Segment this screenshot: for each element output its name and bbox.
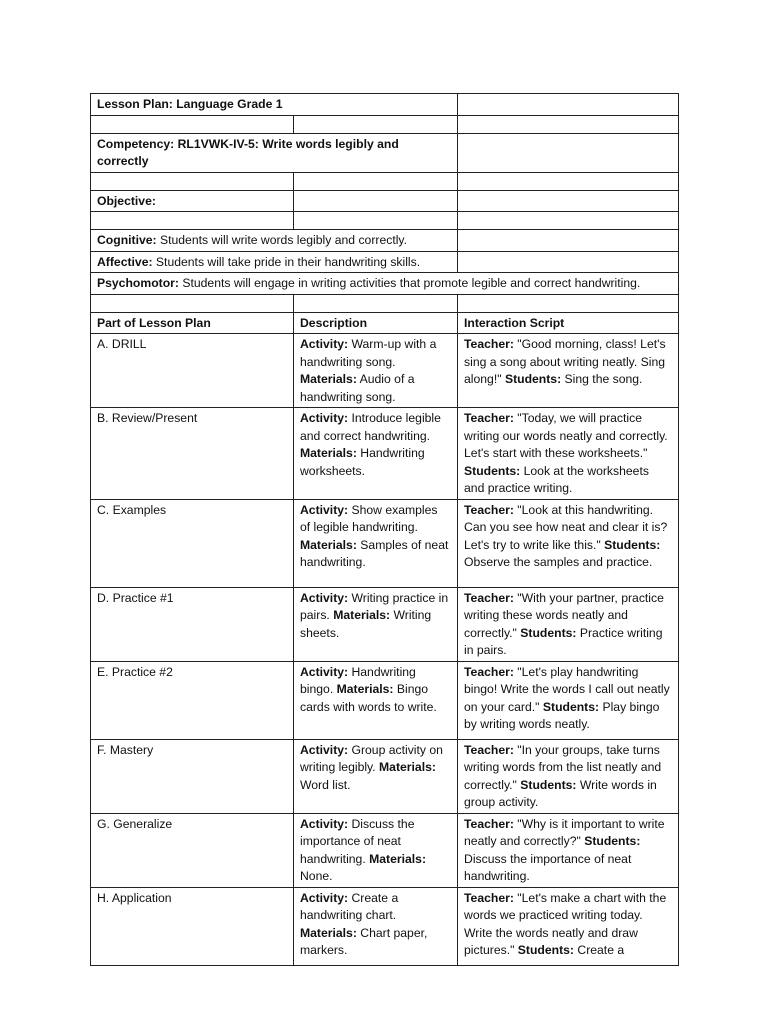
lesson-title: Lesson Plan: Language Grade 1 <box>91 94 458 116</box>
description-cell: Activity: Warm-up with a handwriting song. Materials: Audio of a handwriting song. <box>294 334 458 408</box>
table-header-row <box>91 312 679 334</box>
lesson-part: G. Generalize <box>91 813 294 887</box>
empty-cell <box>458 94 679 116</box>
interaction-script-cell: Teacher: "Let's play handwriting bingo! Write the words I call out neatly on your card." Students: Play bingo by writing words neatly. <box>458 661 679 739</box>
lesson-plan-table <box>90 93 679 966</box>
objective-affective-row <box>91 251 679 273</box>
objective-cognitive: Cognitive: Students will write words legibly and correctly. <box>91 230 458 252</box>
description-cell: Activity: Show examples of legible handwriting. Materials: Samples of neat handwriting. <box>294 499 458 587</box>
title-row <box>91 94 679 116</box>
description-cell: Activity: Create a handwriting chart. Materials: Chart paper, markers. <box>294 887 458 965</box>
lesson-part: D. Practice #1 <box>91 587 294 661</box>
table-row <box>91 408 679 500</box>
empty-cell <box>458 133 679 172</box>
interaction-script-cell: Teacher: "Look at this handwriting. Can you see how neat and clear it is? Let's try to write like this." Students: Observe the samples and practice. <box>458 499 679 587</box>
lesson-part: A. DRILL <box>91 334 294 408</box>
lesson-part: H. Application <box>91 887 294 965</box>
table-row <box>91 887 679 965</box>
blank-row <box>91 115 679 133</box>
interaction-script-cell: Teacher: "Why is it important to write neatly and correctly?" Students: Discuss the importance of neat handwriting. <box>458 813 679 887</box>
interaction-script-cell: Teacher: "Today, we will practice writing our words neatly and correctly. Let's start with these worksheets." Students: Look at the worksheets and practice writing. <box>458 408 679 500</box>
lesson-part: B. Review/Present <box>91 408 294 500</box>
table-row <box>91 334 679 408</box>
competency-row <box>91 133 679 172</box>
objective-cognitive-row <box>91 230 679 252</box>
column-header: Description <box>294 312 458 334</box>
table-row <box>91 587 679 661</box>
lesson-part: F. Mastery <box>91 739 294 813</box>
column-header: Part of Lesson Plan <box>91 312 294 334</box>
blank-row <box>91 294 679 312</box>
blank-row <box>91 172 679 190</box>
objective-psychomotor-row <box>91 273 679 295</box>
objective-psychomotor: Psychomotor: Students will engage in writing activities that promote legible and correct handwriting. <box>91 273 679 295</box>
competency: Competency: RL1VWK-IV-5: Write words legibly and correctly <box>91 133 458 172</box>
description-cell: Activity: Writing practice in pairs. Materials: Writing sheets. <box>294 587 458 661</box>
lesson-part: E. Practice #2 <box>91 661 294 739</box>
description-cell: Activity: Discuss the importance of neat handwriting. Materials: None. <box>294 813 458 887</box>
interaction-script-cell: Teacher: "Let's make a chart with the words we practiced writing today. Write the words neatly and draw pictures." Students: Create a <box>458 887 679 965</box>
interaction-script-cell: Teacher: "Good morning, class! Let's sing a song about writing neatly. Sing along!" Students: Sing the song. <box>458 334 679 408</box>
interaction-script-cell: Teacher: "In your groups, take turns writing words from the list neatly and correctly." Students: Write words in group activity. <box>458 739 679 813</box>
column-header: Interaction Script <box>458 312 679 334</box>
lesson-part: C. Examples <box>91 499 294 587</box>
objective-heading: Objective: <box>91 190 294 212</box>
objective-row <box>91 190 679 212</box>
interaction-script-cell: Teacher: "With your partner, practice writing these words neatly and correctly." Students: Practice writing in pairs. <box>458 587 679 661</box>
table-row <box>91 739 679 813</box>
table-row <box>91 499 679 587</box>
description-cell: Activity: Introduce legible and correct handwriting. Materials: Handwriting worksheets. <box>294 408 458 500</box>
description-cell: Activity: Handwriting bingo. Materials: Bingo cards with words to write. <box>294 661 458 739</box>
table-row <box>91 661 679 739</box>
blank-row <box>91 212 679 230</box>
objective-affective: Affective: Students will take pride in their handwriting skills. <box>91 251 458 273</box>
description-cell: Activity: Group activity on writing legibly. Materials: Word list. <box>294 739 458 813</box>
table-row <box>91 813 679 887</box>
